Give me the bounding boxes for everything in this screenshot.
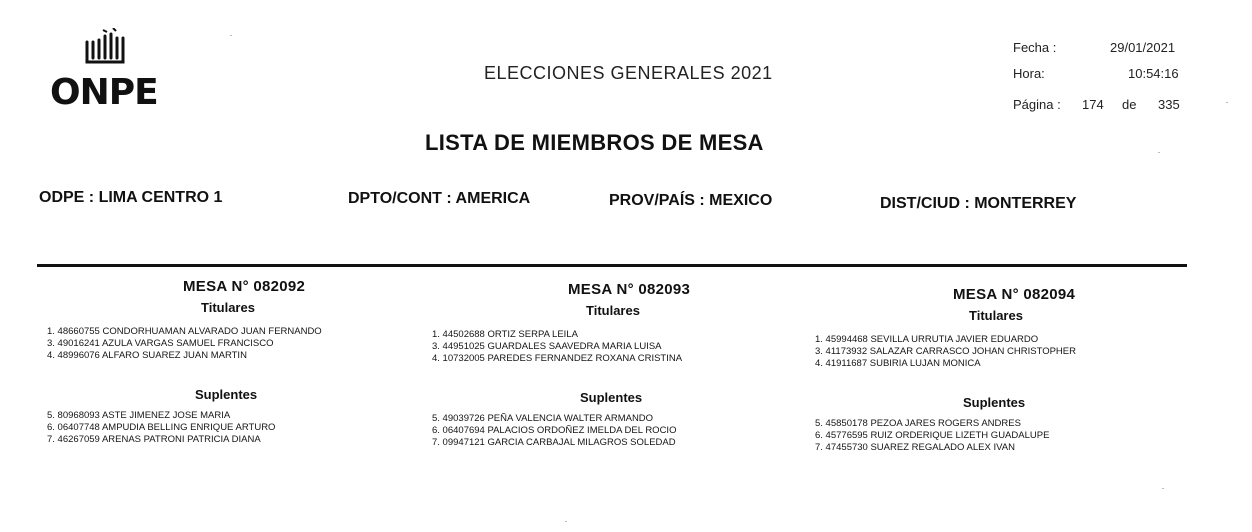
suplentes-heading: Suplentes xyxy=(963,395,1026,410)
list-item: 4. 48996076 ALFARO SUAREZ JUAN MARTIN xyxy=(47,350,247,361)
list-item: 7. 47455730 SUAREZ REGALADO ALEX IVAN xyxy=(815,442,1015,453)
ballot-hand-icon xyxy=(83,28,127,68)
suplentes-heading: Suplentes xyxy=(195,387,258,402)
suplentes-list xyxy=(815,418,1049,454)
logo-text: ONPE xyxy=(50,72,158,113)
dist-field: DIST/CIUD : MONTERREY xyxy=(880,195,1077,212)
list-item: 6. 06407694 PALACIOS ORDOÑEZ IMELDA DEL ROCIO xyxy=(432,425,677,436)
odpe-field: ODPE : LIMA CENTRO 1 xyxy=(39,189,223,206)
list-item: 4. 41911687 SUBIRIA LUJAN MONICA xyxy=(815,358,981,369)
page-title: LISTA DE MIEMBROS DE MESA xyxy=(425,130,764,155)
elections-title: ELECCIONES GENERALES 2021 xyxy=(484,63,773,83)
scan-speck xyxy=(230,35,232,36)
hora-value: 10:54:16 xyxy=(1128,66,1179,81)
scan-speck xyxy=(1158,152,1160,153)
suplentes-list xyxy=(432,413,676,449)
hora-label: Hora: xyxy=(1013,66,1045,81)
scan-speck xyxy=(1226,102,1228,103)
pagina-total: 335 xyxy=(1158,97,1180,112)
list-item: 1. 44502688 ORTIZ SERPA LEILA xyxy=(432,329,578,340)
list-item: 1. 48660755 CONDORHUAMAN ALVARADO JUAN FERNANDO xyxy=(47,326,322,337)
list-item: 5. 49039726 PEÑA VALENCIA WALTER ARMANDO xyxy=(432,413,654,424)
titulares-list xyxy=(432,329,682,365)
fecha-label: Fecha : xyxy=(1013,40,1057,55)
list-item: 4. 10732005 PAREDES FERNANDEZ ROXANA CRISTINA xyxy=(432,353,683,364)
list-item: 1. 45994468 SEVILLA URRUTIA JAVIER EDUARDO xyxy=(815,334,1039,345)
prov-field: PROV/PAÍS : MEXICO xyxy=(609,192,773,209)
mesa-title: MESA N° 082092 xyxy=(183,278,306,295)
suplentes-list xyxy=(47,410,275,446)
titulares-heading: Titulares xyxy=(201,300,255,315)
suplentes-heading: Suplentes xyxy=(580,390,643,405)
pagina-de: de xyxy=(1122,97,1137,112)
divider xyxy=(37,264,1187,267)
list-item: 5. 80968093 ASTE JIMENEZ JOSE MARIA xyxy=(47,410,231,421)
pagina-label: Página : xyxy=(1013,97,1061,112)
mesa-title: MESA N° 082094 xyxy=(953,286,1076,303)
titulares-heading: Titulares xyxy=(969,308,1023,323)
list-item: 3. 41173932 SALAZAR CARRASCO JOHAN CHRISTOPHER xyxy=(815,346,1076,357)
list-item: 7. 46267059 ARENAS PATRONI PATRICIA DIANA xyxy=(47,434,261,445)
list-item: 3. 49016241 AZULA VARGAS SAMUEL FRANCISCO xyxy=(47,338,274,349)
dpto-field: DPTO/CONT : AMERICA xyxy=(348,190,531,207)
list-item: 6. 06407748 AMPUDIA BELLING ENRIQUE ARTURO xyxy=(47,422,276,433)
mesa-title: MESA N° 082093 xyxy=(568,281,691,298)
list-item: 6. 45776595 RUIZ ORDERIQUE LIZETH GUADALUPE xyxy=(815,430,1050,441)
titulares-list xyxy=(47,326,322,362)
list-item: 5. 45850178 PEZOA JARES ROGERS ANDRES xyxy=(815,418,1021,429)
onpe-logo xyxy=(50,28,170,112)
pagina-number: 174 xyxy=(1082,97,1104,112)
scan-speck xyxy=(565,521,567,522)
list-item: 7. 09947121 GARCIA CARBAJAL MILAGROS SOLEDAD xyxy=(432,437,676,448)
list-item: 3. 44951025 GUARDALES SAAVEDRA MARIA LUISA xyxy=(432,341,662,352)
titulares-list xyxy=(815,334,1076,370)
fecha-value: 29/01/2021 xyxy=(1110,40,1176,55)
titulares-heading: Titulares xyxy=(586,303,640,318)
scan-speck xyxy=(1162,488,1164,489)
